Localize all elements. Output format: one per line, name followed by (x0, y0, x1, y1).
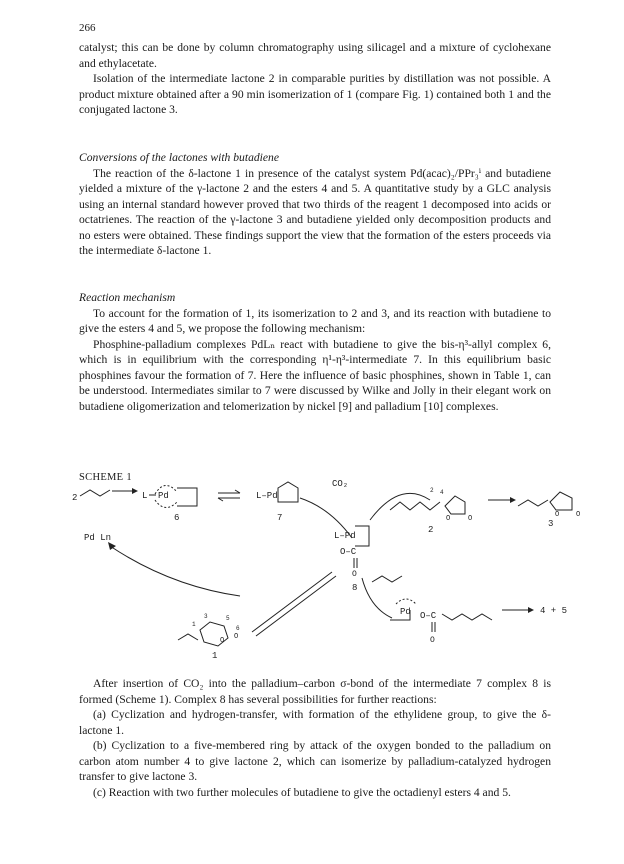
paragraph: catalyst; this can be done by column chromatography using silicagel and a mixture of cyclohexane and ethylacetate. (79, 41, 551, 70)
butadiene-structure (80, 490, 110, 496)
scheme-compound-number: 6 (174, 513, 180, 523)
arrowhead (510, 497, 516, 503)
section-heading: Conversions of the lactones with butadiene (79, 151, 279, 164)
arrow (370, 493, 430, 520)
paragraph: (b) Cyclization to a five-membered ring by attack of the oxygen bonded to the palladium on carbon atom number 4 to give lactone 2, which can isomerize by palladium-catalyzed hydrogen transfer to give lactone 3. (79, 739, 551, 783)
scheme-atom-number: 1 (192, 621, 196, 628)
scheme-co2: CO₂ (332, 480, 349, 489)
scheme-atom-number: 3 (204, 613, 208, 620)
scheme-oc: O–C (340, 547, 357, 557)
scheme-lpd: L–Pd (256, 491, 278, 501)
scheme-lpd: L–Pd (334, 531, 356, 541)
scheme-pdln: Pd Ln (84, 533, 112, 543)
paragraph: Isolation of the intermediate lactone 2 in comparable purities by distillation was not possible. A product mixture obtained after a 90 min isomerization of 1 (compare Fig. 1) contained both 1 and the conjugated lactone 3. (79, 72, 551, 116)
scheme-compound-number: 1 (212, 651, 218, 660)
scheme-compound-number: 2 (72, 493, 78, 503)
ethylidene-structure (178, 634, 198, 640)
paragraph: To account for the formation of 1, its isomerization to 2 and 3, and its reaction with butadiene to give the esters 4 and 5, we propose the following mechanism: (79, 306, 551, 335)
bridge-structure (177, 488, 197, 506)
scheme-oxygen: O (430, 636, 435, 645)
scheme-oxygen: O (352, 570, 357, 579)
ring-structure (355, 526, 369, 546)
scheme-ligand: L (142, 491, 148, 501)
paragraph: The reaction of the δ-lactone 1 in presence of the catalyst system Pd(acac)₂/PPr₃ⁱ and butadiene yielded a mixture of the γ-lactone 2 and the esters 4 and 5. A quantitative study by a GLC analysis using an internal standard however proved that two thirds of the reagent 1 decomposed into acids or octatrienes. The reaction of the γ-lactone 3 and butadiene yielded only decomposition products and no esters were obtained. These findings support the view that the formation of the esters proceeds via the intermediate δ-lactone 1. (79, 166, 551, 257)
chain-structure (518, 500, 548, 506)
arrow (362, 578, 392, 618)
scheme-pd: Pd (400, 607, 411, 617)
scheme-products-45: 4 + 5 (540, 606, 568, 616)
paragraph: Phosphine-palladium complexes PdLₙ react with butadiene to give the bis-η³-allyl complex 6, which is in equilibrium with the corresponding η¹-η³-intermediate 7. In this equilibrium basic phosphines favour the formation of 7. Here the influence of basic phosphines, shown in Table 1, can be understood. Intermediates similar to 7 were discussed by Wilke and Jolly in their elegant work on butadiene oligomerization and telomerization by nickel [9] and palladium [10] complexes. (79, 337, 551, 413)
scheme-compound-number: 2 (428, 525, 434, 535)
paragraph: After insertion of CO₂ into the palladium–carbon σ-bond of the intermediate 7 complex 8 is formed (Scheme 1). Complex 8 has several possibilities for further reactions: (79, 677, 551, 706)
scheme-compound-number: 8 (352, 583, 358, 593)
section-mechanism (79, 290, 551, 414)
arrowhead (528, 607, 534, 613)
scheme-atom-number: 6 (236, 625, 240, 632)
arrow (256, 576, 336, 636)
section-conversions (79, 150, 551, 259)
scheme-atom-number: 2 (430, 487, 434, 494)
scheme-compound-number: 3 (548, 519, 554, 529)
scheme-oxygen: O (220, 637, 225, 645)
scheme-oc: O–C (420, 611, 437, 621)
allyl-bond (155, 500, 177, 508)
butadiene-structure (372, 576, 402, 582)
octadienyl-chain (442, 614, 492, 620)
scheme-atom-number: 4 (440, 489, 444, 496)
scheme-oxygen: O (446, 515, 451, 523)
ring-structure (278, 482, 298, 502)
scheme-label: SCHEME 1 (79, 472, 132, 483)
lactone-ring (550, 492, 572, 510)
scheme-oxygen: O (468, 515, 473, 523)
chain-structure (390, 502, 440, 510)
scheme-pd: Pd (158, 491, 169, 501)
paragraph: (c) Reaction with two further molecules of butadiene to give the octadienyl esters 4 and 5. (93, 785, 511, 799)
scheme-oxygen: O (234, 633, 239, 641)
scheme-atom-number: 5 (226, 615, 230, 622)
paragraph: (a) Cyclization and hydrogen-transfer, with formation of the ethylidene group, to give the δ-lactone 1. (79, 708, 551, 737)
text-block-bottom (79, 676, 551, 800)
scheme-compound-number: 7 (277, 513, 283, 523)
lactone-ring (445, 496, 465, 514)
reaction-scheme (70, 480, 590, 660)
page-number: 266 (79, 22, 96, 34)
arrow (252, 572, 332, 632)
scheme-oxygen: O (555, 511, 560, 519)
text-block-top (79, 40, 551, 118)
allyl-bond (396, 599, 416, 604)
section-heading: Reaction mechanism (79, 291, 176, 304)
scheme-oxygen: O (576, 511, 581, 519)
return-arrow (110, 546, 240, 596)
arrowhead (132, 488, 138, 494)
